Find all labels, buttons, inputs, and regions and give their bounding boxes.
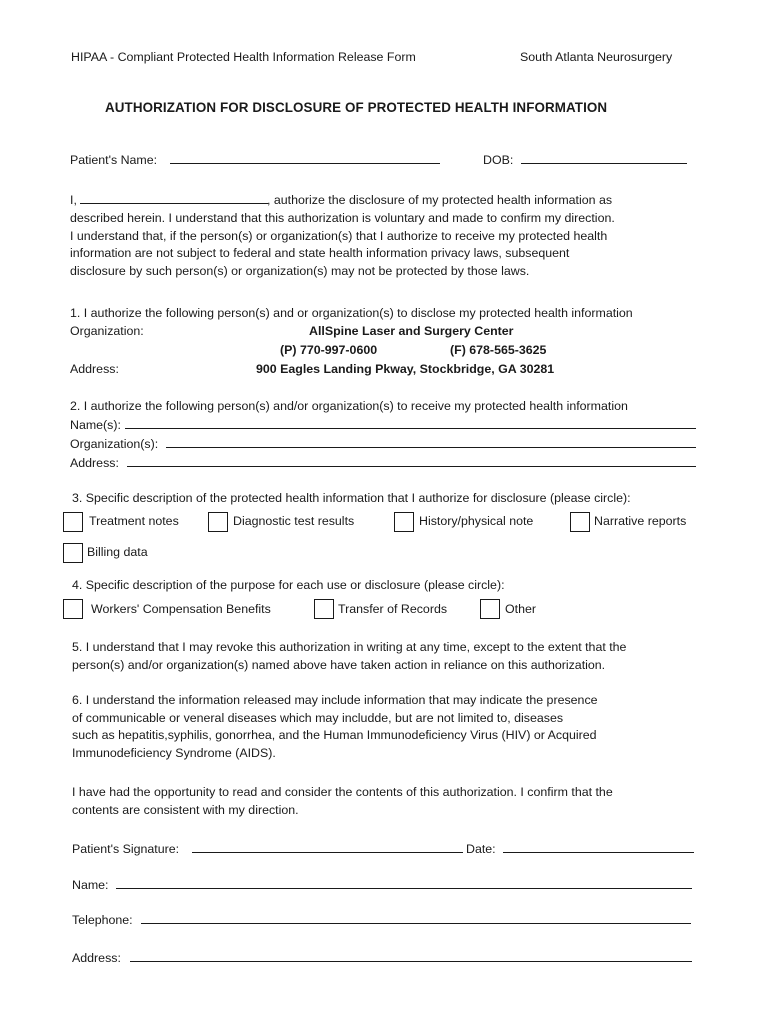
telephone-field[interactable] (141, 923, 691, 924)
dob-field[interactable] (521, 163, 687, 164)
option-treatment-notes: Treatment notes (89, 514, 179, 528)
signature-label: Patient's Signature: (72, 842, 180, 856)
signer-address-label: Address: (72, 951, 121, 965)
signature-date-label: Date: (466, 842, 496, 856)
option-workers-compensation: Workers' Compensation Benefits (91, 602, 271, 616)
option-transfer-of-records: Transfer of Records (338, 602, 448, 616)
address-label: Address: (70, 362, 119, 376)
option-billing-data: Billing data (87, 545, 148, 559)
organization-phone: (P) 770-997-0600 (280, 343, 378, 357)
recipient-address-field[interactable] (127, 466, 696, 467)
signature-field[interactable] (192, 852, 463, 853)
option-diagnostic-test-results: Diagnostic test results (233, 514, 355, 528)
section-6-line-2: of communicable or veneral diseases which may includde, but are not limited to, diseases (72, 710, 564, 725)
intro-line-1: , authorize the disclosure of my protected health information as (267, 193, 613, 207)
confirmation-paragraph (72, 784, 613, 819)
signer-address-field[interactable] (130, 961, 692, 962)
recipient-address-label: Address: (70, 456, 119, 470)
checkbox-narrative-reports[interactable] (570, 512, 590, 532)
signer-name-label: Name: (72, 878, 109, 892)
recipient-names-field[interactable] (125, 428, 696, 429)
intro-paragraph (70, 210, 615, 280)
section-1-heading: 1. I authorize the following person(s) and or organization(s) to disclose my protected health information (70, 306, 633, 320)
section-6-paragraph (72, 692, 598, 762)
intro-line-2: described herein. I understand that this authorization is voluntary and made to confirm my direction. (70, 211, 615, 225)
option-history-physical-note: History/physical note (419, 514, 534, 528)
recipient-names-label: Name(s): (70, 418, 121, 432)
section-6-line-1: 6. I understand the information released may include information that may indicate the presence (72, 693, 598, 707)
intro-line-5: disclosure by such person(s) or organization(s) may not be protected by those laws. (70, 263, 530, 278)
section-4-heading: 4. Specific description of the purpose for each use or disclosure (please circle): (72, 578, 505, 592)
section-5-paragraph (72, 639, 626, 674)
section-6-line-4: Immunodeficiency Syndrome (AIDS). (72, 745, 276, 760)
organization-name: AllSpine Laser and Surgery Center (309, 324, 514, 338)
organization-label: Organization: (70, 324, 144, 338)
signature-date-field[interactable] (503, 852, 694, 853)
telephone-label: Telephone: (72, 913, 133, 927)
section-5-line-1: 5. I understand that I may revoke this authorization in writing at any time, except to the extent that the (72, 640, 627, 654)
confirmation-line-1: I have had the opportunity to read and consider the contents of this authorization. I confirm that the (72, 785, 613, 799)
form-title: HIPAA - Compliant Protected Health Information Release Form (71, 50, 416, 64)
patient-name-field[interactable] (170, 163, 440, 164)
practice-name: South Atlanta Neurosurgery (520, 50, 673, 64)
section-2-heading: 2. I authorize the following person(s) and/or organization(s) to receive my protected health information (70, 399, 628, 413)
recipient-organization-field[interactable] (166, 447, 696, 448)
option-narrative-reports: Narrative reports (594, 514, 687, 528)
checkbox-billing-data[interactable] (63, 543, 83, 563)
patient-name-label: Patient's Name: (70, 153, 158, 167)
intro-i-label: I, (70, 193, 77, 207)
dob-label: DOB: (483, 153, 514, 167)
page-title: AUTHORIZATION FOR DISCLOSURE OF PROTECTED HEALTH INFORMATION (105, 100, 608, 115)
organization-fax: (F) 678-565-3625 (450, 343, 547, 357)
authorizer-name-field[interactable] (80, 203, 268, 204)
recipient-organization-label: Organization(s): (70, 437, 159, 451)
checkbox-treatment-notes[interactable] (63, 512, 83, 532)
section-3-heading: 3. Specific description of the protected health information that I authorize for disclosure (please circle): (72, 491, 631, 505)
section-5-line-2: person(s) and/or organization(s) named above have taken action in reliance on this authorization. (72, 657, 606, 672)
signer-name-field[interactable] (116, 888, 692, 889)
checkbox-diagnostic-test-results[interactable] (208, 512, 228, 532)
intro-line-4: information are not subject to federal and state health information privacy laws, subsequent (70, 246, 570, 261)
organization-address: 900 Eagles Landing Pkway, Stockbridge, GA 30281 (256, 362, 555, 376)
checkbox-history-physical-note[interactable] (394, 512, 414, 532)
checkbox-transfer-of-records[interactable] (314, 599, 334, 619)
checkbox-other[interactable] (480, 599, 500, 619)
option-other: Other (505, 602, 536, 616)
checkbox-workers-compensation[interactable] (63, 599, 83, 619)
intro-line-3: I understand that, if the person(s) or organization(s) that I authorize to receive my protected health (70, 228, 608, 243)
confirmation-line-2: contents are consistent with my direction. (72, 802, 299, 817)
section-6-line-3: such as hepatitis,syphilis, gonorrhea, and the Human Immunodeficiency Virus (HIV) or Acquired (72, 728, 597, 743)
